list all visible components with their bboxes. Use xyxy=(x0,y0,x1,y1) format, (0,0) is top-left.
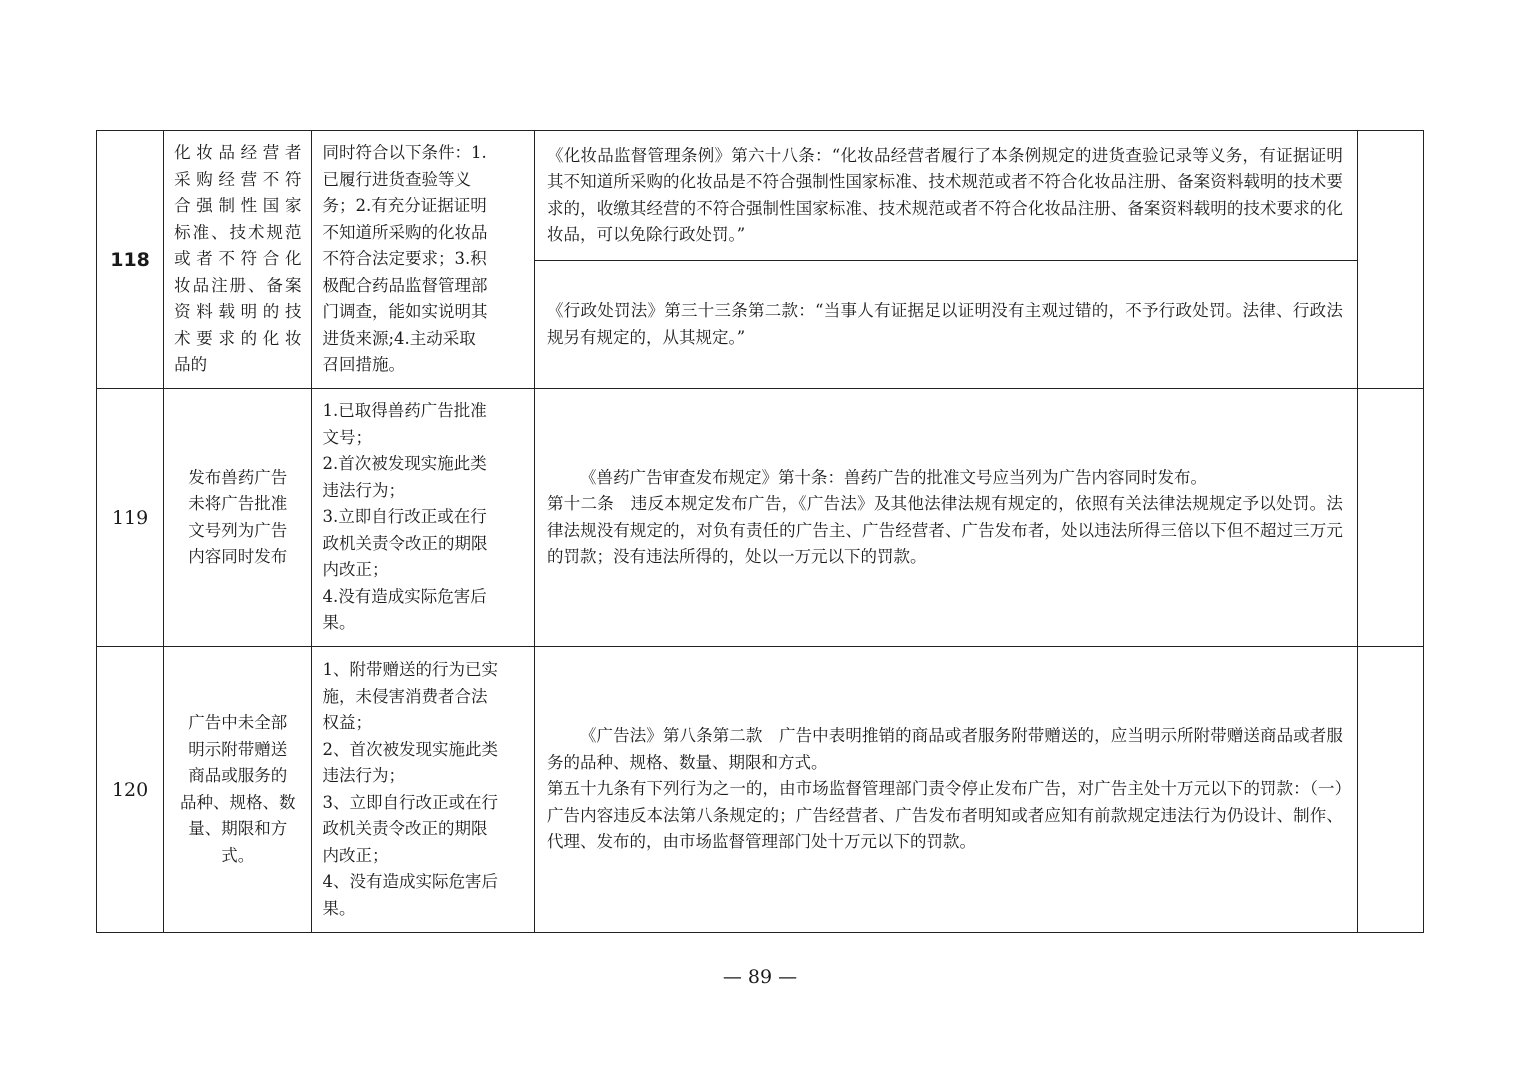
legal-basis: 《兽药广告审查发布规定》第十条：兽药广告的批准文号应当列为广告内容同时发布。 第十二条 违反本规定发布广告，《广告法》及其他法律法规有规定的，依照有关法律法规规定予以处罚。法律法规没有规定的，对负有责任的广告主、广告经营者、广告发布者，处以违法所得三倍以下但不超过三万元的罚款；没有违法所得的，处以一万元以下的罚款。 xyxy=(534,389,1357,647)
row-number: 119 xyxy=(97,389,164,647)
remarks-cell xyxy=(1357,131,1423,389)
table-row-119 xyxy=(97,389,1424,647)
table-row-118 xyxy=(97,131,1424,261)
exemption-conditions: 1.已取得兽药广告批准 文号； 2.首次被发现实施此类 违法行为； 3.立即自行改正或在行 政机关责令改正的期限 内改正； 4.没有造成实际危害后 果。 xyxy=(312,389,535,647)
case-description: 化妆品经营者 采购经营不符 合强制性国家 标准、技术规范 或者不符合化 妆品注册、备案 资料载明的技 术要求的化妆 品的 xyxy=(164,131,312,389)
legal-basis: 《化妆品监督管理条例》第六十八条：“化妆品经营者履行了本条例规定的进货查验记录等义务，有证据证明其不知道所采购的化妆品是不符合强制性国家标准、技术规范或者不符合化妆品注册、备案资料载明的技术要求的，收缴其经营的不符合强制性国家标准、技术规范或者不符合化妆品注册、备案资料载明的技术要求的化妆品，可以免除行政处罚。” xyxy=(534,131,1357,261)
legal-basis: 《广告法》第八条第二款 广告中表明推销的商品或者服务附带赠送的，应当明示所附带赠送商品或者服务的品种、规格、数量、期限和方式。 第五十九条有下列行为之一的，由市场监督管理部门责令停止发布广告，对广告主处十万元以下的罚款：（一）广告内容违反本法第八条规定的；广告经营者、广告发布者明知或者应知有前款规定违法行为仍设计、制作、代理、发布的，由市场监督管理部门处十万元以下的罚款。 xyxy=(534,647,1357,933)
case-description: 广告中未全部 明示附带赠送 商品或服务的 品种、规格、数 量、期限和方 式。 xyxy=(164,647,312,933)
remarks-cell xyxy=(1357,647,1423,933)
exemption-conditions: 1、附带赠送的行为已实 施，未侵害消费者合法 权益； 2、首次被发现实施此类 违法行为； 3、立即自行改正或在行 政机关责令改正的期限 内改正； 4、没有造成实际危害后 果。 xyxy=(312,647,535,933)
legal-basis: 《行政处罚法》第三十三条第二款：“当事人有证据足以证明没有主观过错的，不予行政处罚。法律、行政法规另有规定的，从其规定。” xyxy=(534,261,1357,389)
table-row-120 xyxy=(97,647,1424,933)
case-description: 发布兽药广告 未将广告批准 文号列为广告 内容同时发布 xyxy=(164,389,312,647)
page-number: — 89 — xyxy=(722,966,798,988)
row-number: 120 xyxy=(97,647,164,933)
row-number: 118 xyxy=(97,131,164,389)
remarks-cell xyxy=(1357,389,1423,647)
regulation-table xyxy=(96,130,1424,933)
exemption-conditions: 同时符合以下条件：1. 已履行进货查验等义 务；2.有充分证据证明 不知道所采购的化妆品 不符合法定要求；3.积 极配合药品监督管理部 门调查，能如实说明其 进货来源;4.主动采取 召回措施。 xyxy=(312,131,535,389)
